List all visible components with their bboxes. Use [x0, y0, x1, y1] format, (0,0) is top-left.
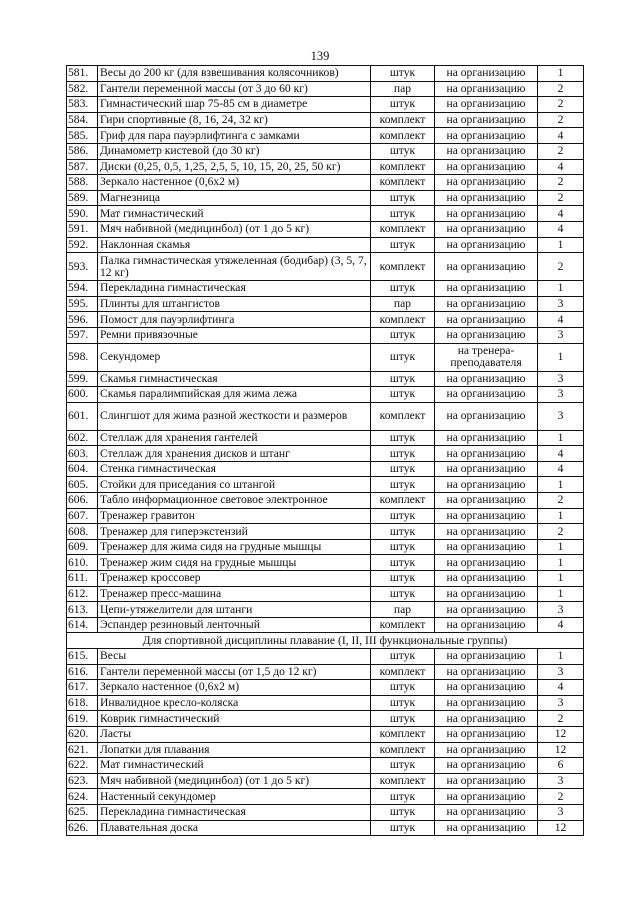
table-row: [67, 804, 584, 820]
item-destination: на организацию: [435, 820, 538, 836]
item-destination: на организацию: [435, 402, 538, 430]
item-name: Эспандер резиновый ленточный: [98, 617, 371, 633]
table-row: [67, 296, 584, 312]
table-row: [67, 371, 584, 387]
item-unit: комплект: [371, 112, 435, 128]
item-number: 608.: [67, 524, 98, 540]
item-name: Стеллаж для хранения гантелей: [98, 430, 371, 446]
item-quantity: 3: [538, 371, 584, 387]
table-row: [67, 143, 584, 159]
item-number: 595.: [67, 296, 98, 312]
item-number: 618.: [67, 695, 98, 711]
item-destination: на организацию: [435, 371, 538, 387]
item-unit: штук: [371, 97, 435, 113]
item-unit: пар: [371, 602, 435, 618]
item-destination: на организацию: [435, 206, 538, 222]
item-unit: штук: [371, 66, 435, 82]
item-destination: на организацию: [435, 387, 538, 403]
item-number: 615.: [67, 649, 98, 665]
item-number: 609.: [67, 539, 98, 555]
item-destination: на организацию: [435, 446, 538, 462]
item-quantity: 4: [538, 461, 584, 477]
item-quantity: 4: [538, 312, 584, 328]
item-name: Гимнастический шар 75-85 см в диаметре: [98, 97, 371, 113]
table-row: [67, 128, 584, 144]
item-destination: на организацию: [435, 773, 538, 789]
item-unit: штук: [371, 524, 435, 540]
item-quantity: 2: [538, 81, 584, 97]
item-unit: штук: [371, 539, 435, 555]
item-destination: на организацию: [435, 296, 538, 312]
item-name: Цепи-утяжелители для штанги: [98, 602, 371, 618]
item-unit: комплект: [371, 128, 435, 144]
item-unit: штук: [371, 477, 435, 493]
item-number: 603.: [67, 446, 98, 462]
item-number: 606.: [67, 493, 98, 509]
item-destination: на организацию: [435, 477, 538, 493]
item-name: Плинты для штангистов: [98, 296, 371, 312]
item-unit: штук: [371, 446, 435, 462]
item-number: 586.: [67, 143, 98, 159]
item-number: 583.: [67, 97, 98, 113]
item-number: 624.: [67, 789, 98, 805]
item-quantity: 1: [538, 586, 584, 602]
item-unit: комплект: [371, 742, 435, 758]
item-quantity: 3: [538, 804, 584, 820]
item-name: Динамометр кистевой (до 30 кг): [98, 143, 371, 159]
item-destination: на организацию: [435, 758, 538, 774]
table-row: [67, 493, 584, 509]
item-number: 621.: [67, 742, 98, 758]
table-row: [67, 680, 584, 696]
item-destination: на организацию: [435, 327, 538, 343]
table-row: [67, 586, 584, 602]
item-name: Стеллаж для хранения дисков и штанг: [98, 446, 371, 462]
item-number: 619.: [67, 711, 98, 727]
item-name: Табло информационное световое электронное: [98, 493, 371, 509]
item-unit: штук: [371, 586, 435, 602]
item-unit: пар: [371, 81, 435, 97]
item-name: Диски (0,25, 0,5, 1,25, 2,5, 5, 10, 15, 20, 25, 50 кг): [98, 159, 371, 175]
item-quantity: 1: [538, 477, 584, 493]
item-unit: комплект: [371, 221, 435, 237]
item-unit: штук: [371, 387, 435, 403]
item-destination: на организацию: [435, 128, 538, 144]
item-quantity: 3: [538, 664, 584, 680]
item-unit: штук: [371, 190, 435, 206]
item-unit: штук: [371, 571, 435, 587]
item-name: Инвалидное кресло-коляска: [98, 695, 371, 711]
item-name: Мяч набивной (медицинбол) (от 1 до 5 кг): [98, 773, 371, 789]
item-name: Скамья гимнастическая: [98, 371, 371, 387]
item-quantity: 2: [538, 97, 584, 113]
table-row: [67, 789, 584, 805]
item-unit: комплект: [371, 402, 435, 430]
item-quantity: 1: [538, 539, 584, 555]
item-quantity: 12: [538, 742, 584, 758]
item-unit: штук: [371, 680, 435, 696]
item-number: 589.: [67, 190, 98, 206]
item-name: Весы до 200 кг (для взвешивания колясочников): [98, 66, 371, 82]
item-name: Зеркало настенное (0,6x2 м): [98, 175, 371, 191]
item-number: 584.: [67, 112, 98, 128]
item-unit: штук: [371, 711, 435, 727]
item-number: 612.: [67, 586, 98, 602]
item-number: 590.: [67, 206, 98, 222]
item-quantity: 3: [538, 695, 584, 711]
item-number: 600.: [67, 387, 98, 403]
item-number: 626.: [67, 820, 98, 836]
item-number: 622.: [67, 758, 98, 774]
item-quantity: 1: [538, 555, 584, 571]
item-name: Тренажер пресс-машина: [98, 586, 371, 602]
item-destination: на организацию: [435, 664, 538, 680]
item-name: Гантели переменной массы (от 3 до 60 кг): [98, 81, 371, 97]
item-quantity: 12: [538, 820, 584, 836]
item-unit: комплект: [371, 664, 435, 680]
table-row: [67, 446, 584, 462]
item-number: 602.: [67, 430, 98, 446]
item-number: 598.: [67, 343, 98, 371]
item-unit: штук: [371, 804, 435, 820]
item-number: 596.: [67, 312, 98, 328]
item-unit: пар: [371, 296, 435, 312]
item-destination: на организацию: [435, 524, 538, 540]
item-quantity: 4: [538, 206, 584, 222]
item-unit: штук: [371, 820, 435, 836]
page-number: 139: [310, 49, 330, 63]
item-number: 587.: [67, 159, 98, 175]
table-row: [67, 508, 584, 524]
item-unit: комплект: [371, 175, 435, 191]
item-destination: на организацию: [435, 97, 538, 113]
item-name: Тренажер для жима сидя на грудные мышцы: [98, 539, 371, 555]
table-row: [67, 97, 584, 113]
item-quantity: 4: [538, 446, 584, 462]
item-unit: штук: [371, 789, 435, 805]
item-number: 582.: [67, 81, 98, 97]
item-destination: на организацию: [435, 190, 538, 206]
item-quantity: 1: [538, 237, 584, 253]
item-name: Ремни привязочные: [98, 327, 371, 343]
item-destination: на тренера-преподавателя: [435, 343, 538, 371]
table-row: [67, 190, 584, 206]
item-unit: штук: [371, 327, 435, 343]
item-name: Мат гимнастический: [98, 758, 371, 774]
item-destination: на организацию: [435, 555, 538, 571]
item-destination: на организацию: [435, 508, 538, 524]
item-number: 581.: [67, 66, 98, 82]
item-quantity: 6: [538, 758, 584, 774]
item-unit: комплект: [371, 617, 435, 633]
item-unit: комплект: [371, 773, 435, 789]
item-name: Стойки для приседания со штангой: [98, 477, 371, 493]
item-name: Помост для пауэрлифтинга: [98, 312, 371, 328]
item-name: Тренажер для гиперэкстензий: [98, 524, 371, 540]
item-unit: штук: [371, 343, 435, 371]
item-destination: на организацию: [435, 66, 538, 82]
item-destination: на организацию: [435, 430, 538, 446]
item-destination: на организацию: [435, 711, 538, 727]
item-name: Лопатки для плавания: [98, 742, 371, 758]
item-number: 616.: [67, 664, 98, 680]
table-row: [67, 461, 584, 477]
item-name: Гантели переменной массы (от 1,5 до 12 кг): [98, 664, 371, 680]
table-row: [67, 602, 584, 618]
item-unit: штук: [371, 237, 435, 253]
item-number: 585.: [67, 128, 98, 144]
item-destination: на организацию: [435, 804, 538, 820]
table-row: [67, 175, 584, 191]
item-destination: на организацию: [435, 237, 538, 253]
item-name: Магнезница: [98, 190, 371, 206]
item-quantity: 2: [538, 789, 584, 805]
item-destination: на организацию: [435, 571, 538, 587]
item-destination: на организацию: [435, 175, 538, 191]
item-name: Гири спортивные (8, 16, 24, 32 кг): [98, 112, 371, 128]
item-number: 594.: [67, 281, 98, 297]
table-row: [67, 617, 584, 633]
item-quantity: 2: [538, 175, 584, 191]
item-unit: штук: [371, 508, 435, 524]
table-row: [67, 387, 584, 403]
item-quantity: 4: [538, 617, 584, 633]
item-number: 592.: [67, 237, 98, 253]
table-row: [67, 695, 584, 711]
item-name: Плавательная доска: [98, 820, 371, 836]
item-quantity: 1: [538, 508, 584, 524]
item-number: 610.: [67, 555, 98, 571]
table-row: [67, 820, 584, 836]
table-row: [67, 539, 584, 555]
item-name: Слингшот для жима разной жесткости и размеров: [98, 402, 371, 430]
item-destination: на организацию: [435, 789, 538, 805]
item-destination: на организацию: [435, 112, 538, 128]
item-number: 604.: [67, 461, 98, 477]
item-number: 620.: [67, 726, 98, 742]
table-row: [67, 571, 584, 587]
section-header-row: [67, 633, 584, 649]
item-number: 611.: [67, 571, 98, 587]
item-unit: штук: [371, 281, 435, 297]
item-number: 593.: [67, 253, 98, 281]
table-row: [67, 726, 584, 742]
item-destination: на организацию: [435, 695, 538, 711]
table-row: [67, 221, 584, 237]
item-number: 625.: [67, 804, 98, 820]
item-quantity: 4: [538, 680, 584, 696]
item-number: 601.: [67, 402, 98, 430]
item-number: 588.: [67, 175, 98, 191]
item-quantity: 3: [538, 387, 584, 403]
item-number: 614.: [67, 617, 98, 633]
item-quantity: 1: [538, 281, 584, 297]
item-number: 605.: [67, 477, 98, 493]
item-quantity: 12: [538, 726, 584, 742]
item-quantity: 2: [538, 112, 584, 128]
item-destination: на организацию: [435, 253, 538, 281]
item-number: 617.: [67, 680, 98, 696]
table-row: [67, 206, 584, 222]
item-destination: на организацию: [435, 312, 538, 328]
table-row: [67, 312, 584, 328]
item-number: 591.: [67, 221, 98, 237]
item-unit: комплект: [371, 159, 435, 175]
item-name: Секундомер: [98, 343, 371, 371]
item-name: Мат гимнастический: [98, 206, 371, 222]
item-destination: на организацию: [435, 742, 538, 758]
item-quantity: 1: [538, 571, 584, 587]
item-unit: штук: [371, 206, 435, 222]
item-quantity: 3: [538, 296, 584, 312]
item-destination: на организацию: [435, 461, 538, 477]
item-number: 599.: [67, 371, 98, 387]
table-row: [67, 66, 584, 82]
item-destination: на организацию: [435, 649, 538, 665]
item-name: Стенка гимнастическая: [98, 461, 371, 477]
item-destination: на организацию: [435, 726, 538, 742]
section-header: Для спортивной дисциплины плавание (I, II, III функциональные группы): [67, 633, 584, 649]
table-row: [67, 327, 584, 343]
item-name: Перекладина гимнастическая: [98, 804, 371, 820]
item-name: Настенный секундомер: [98, 789, 371, 805]
item-destination: на организацию: [435, 81, 538, 97]
equipment-table-body: [67, 66, 584, 836]
item-name: Тренажер кроссовер: [98, 571, 371, 587]
item-name: Весы: [98, 649, 371, 665]
item-destination: на организацию: [435, 586, 538, 602]
item-name: Гриф для пара пауэрлифтинга с замками: [98, 128, 371, 144]
item-quantity: 3: [538, 773, 584, 789]
item-destination: на организацию: [435, 143, 538, 159]
table-row: [67, 402, 584, 430]
item-name: Тренажер жим сидя на грудные мышцы: [98, 555, 371, 571]
item-name: Ласты: [98, 726, 371, 742]
item-quantity: 1: [538, 66, 584, 82]
item-quantity: 1: [538, 430, 584, 446]
table-row: [67, 758, 584, 774]
item-unit: штук: [371, 695, 435, 711]
table-row: [67, 773, 584, 789]
item-destination: на организацию: [435, 617, 538, 633]
item-quantity: 2: [538, 493, 584, 509]
item-quantity: 4: [538, 128, 584, 144]
item-quantity: 3: [538, 327, 584, 343]
item-unit: штук: [371, 371, 435, 387]
item-name: Наклонная скамья: [98, 237, 371, 253]
item-destination: на организацию: [435, 493, 538, 509]
item-quantity: 3: [538, 602, 584, 618]
item-destination: на организацию: [435, 602, 538, 618]
item-name: Скамья паралимпийская для жима лежа: [98, 387, 371, 403]
item-quantity: 2: [538, 524, 584, 540]
item-name: Тренажер гравитон: [98, 508, 371, 524]
item-quantity: 2: [538, 711, 584, 727]
item-quantity: 2: [538, 190, 584, 206]
item-name: Мяч набивной (медицинбол) (от 1 до 5 кг): [98, 221, 371, 237]
item-name: Перекладина гимнастическая: [98, 281, 371, 297]
table-row: [67, 81, 584, 97]
table-row: [67, 524, 584, 540]
item-destination: на организацию: [435, 159, 538, 175]
table-row: [67, 430, 584, 446]
table-row: [67, 664, 584, 680]
table-row: [67, 555, 584, 571]
item-name: Палка гимнастическая утяжеленная (бодибар) (3, 5, 7, 12 кг): [98, 253, 371, 281]
item-name: Коврик гимнастический: [98, 711, 371, 727]
item-number: 613.: [67, 602, 98, 618]
item-unit: комплект: [371, 493, 435, 509]
table-row: [67, 742, 584, 758]
item-name: Зеркало настенное (0,6x2 м): [98, 680, 371, 696]
table-row: [67, 281, 584, 297]
item-quantity: 1: [538, 649, 584, 665]
table-row: [67, 649, 584, 665]
item-destination: на организацию: [435, 680, 538, 696]
item-unit: штук: [371, 461, 435, 477]
item-quantity: 1: [538, 343, 584, 371]
item-number: 607.: [67, 508, 98, 524]
table-row: [67, 159, 584, 175]
table-row: [67, 711, 584, 727]
table-row: [67, 477, 584, 493]
item-destination: на организацию: [435, 281, 538, 297]
table-row: [67, 237, 584, 253]
item-unit: штук: [371, 430, 435, 446]
item-quantity: 4: [538, 221, 584, 237]
equipment-table: [66, 65, 584, 836]
item-unit: штук: [371, 555, 435, 571]
item-quantity: 3: [538, 402, 584, 430]
item-quantity: 4: [538, 159, 584, 175]
item-unit: штук: [371, 649, 435, 665]
table-row: [67, 112, 584, 128]
item-unit: штук: [371, 143, 435, 159]
table-row: [67, 343, 584, 371]
item-number: 623.: [67, 773, 98, 789]
item-quantity: 2: [538, 253, 584, 281]
item-number: 597.: [67, 327, 98, 343]
item-destination: на организацию: [435, 221, 538, 237]
item-unit: комплект: [371, 726, 435, 742]
item-destination: на организацию: [435, 539, 538, 555]
item-unit: комплект: [371, 312, 435, 328]
item-unit: комплект: [371, 253, 435, 281]
item-quantity: 2: [538, 143, 584, 159]
item-unit: штук: [371, 758, 435, 774]
table-row: [67, 253, 584, 281]
